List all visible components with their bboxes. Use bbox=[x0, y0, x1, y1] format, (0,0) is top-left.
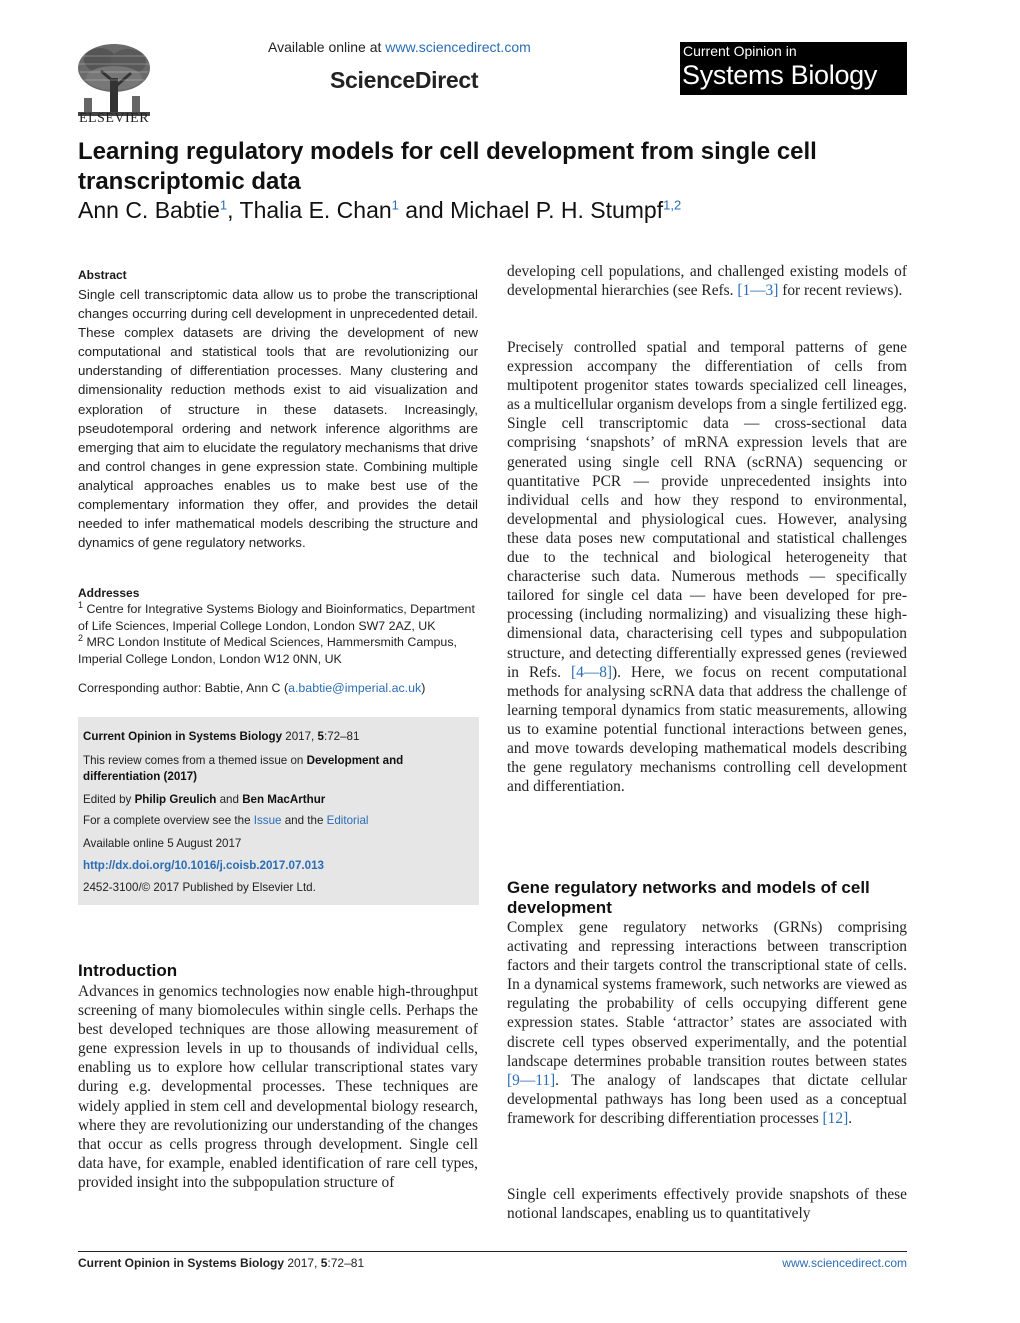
editorial-link[interactable]: Editorial bbox=[326, 814, 369, 827]
author-affiliation-marker[interactable]: 1 bbox=[391, 197, 399, 213]
abstract-heading: Abstract bbox=[78, 268, 127, 282]
address-item: $^1$ Centre for Integrative Systems Biology and Bioinformatics, Department of Life Sciences, Imperial College London, London SW7 2AZ, UK bbox=[78, 599, 475, 633]
author-list: Ann C. Babtie$^1$, Thalia E. Chan$^1$ and Michael P. H. Stumpf$^{1,2}$ bbox=[78, 197, 682, 223]
body-paragraph: Precisely controlled spatial and temporal patterns of gene expression accompany the differentiation of cells from multipotent progenitor states towards specialized cell lineages, as a multicellular organism develops from a single fertilized egg. Single cell transcriptomic data — cross-sectional data comprising ‘snapshots’ of mRNA expression levels that are generated using single cell RNA (scRNA) sequencing or quantitative PCR — provide unprecedented insights into individual cells and how they respond to environmental, developmental and physiological cues. However, analysing these data poses new computational and statistical challenges due to the technical and biological heterogeneity that characterise such data. Numerous methods — specifically tailored for single cel data — have been developed for pre-processing (including normalizing) and visualizing these high-dimensional data, characterising cell types and subpopulation structure, and detecting differentially expressed genes (reviewed in Refs. [4—8]). Here, we focus on recent computational methods for analysing scRNA data that address the challenge of learning temporal dynamics from static measurements, allowing us to examine potential functional interactions between genes, and move towards developing mathematical models describing the gene regulatory mechanisms controlling cell development and differentiation. bbox=[507, 339, 907, 796]
info-doi bbox=[83, 858, 475, 874]
info-editors: Edited by Philip Greulich and Ben MacArthur bbox=[83, 793, 326, 806]
info-citation: Current Opinion in Systems Biology 2017, 5:72–81 bbox=[83, 730, 360, 743]
doi-link[interactable]: http://dx.doi.org/10.1016/j.coisb.2017.07.013 bbox=[83, 859, 324, 872]
author-name: Michael P. H. Stumpf bbox=[450, 197, 664, 223]
address-item: $^2$ MRC London Institute of Medical Sciences, Hammersmith Campus, Imperial College London, London W12 0NN, UK bbox=[78, 632, 457, 666]
article-title: Learning regulatory models for cell development from single cell transcriptomic data bbox=[78, 138, 817, 195]
footer-url bbox=[782, 1256, 907, 1270]
sciencedirect-url-link[interactable]: www.sciencedirect.com bbox=[385, 39, 531, 55]
body-paragraph: Complex gene regulatory networks (GRNs) comprising activating and repressing interactions between transcription factors and their targets control the transcriptional state of cells. In a dynamical systems framework, such networks are viewed as regulating the probability of cells occupying different gene expression states. Stable ‘attractor’ states are associated with discrete cell types observed experimentally, and the potential landscape determines probable transition routes between states [9—11]. The analogy of landscapes that dictate cellular developmental pathways has long been used as a conceptual framework for describing differentiation processes [12]. bbox=[507, 919, 907, 1127]
section-heading-grn: Gene regulatory networks and models of cell development bbox=[507, 878, 870, 917]
info-overview: For a complete overview see the Issue and the Editorial bbox=[83, 814, 369, 827]
corresponding-email-link[interactable]: a.babtie@imperial.ac.uk bbox=[288, 681, 422, 695]
available-label: Available online at bbox=[268, 39, 386, 55]
reference-link[interactable]: [9—11] bbox=[507, 1071, 556, 1089]
introduction-heading: Introduction bbox=[78, 961, 178, 980]
journal-banner bbox=[680, 42, 907, 95]
author-name: Thalia E. Chan bbox=[239, 197, 392, 223]
introduction-body: Advances in genomics technologies now enable high-throughput screening of many biomolecules within single cells. Perhaps the best developed techniques are those allowing measurement of gene expression levels in up to thousands of individual cells, enabling us to explore how cellular transcriptional states vary during e.g. developmental processes. These techniques are widely applied in stem cell and developmental biology research, where they are revolutionizing our understanding of the changes that occur as cells progress through development. Single cell data have, for example, enabled identification of rare cell types, provided insight into the subpopulation structure of bbox=[78, 983, 478, 1191]
reference-link[interactable]: [1—3] bbox=[737, 282, 779, 300]
issue-link[interactable]: Issue bbox=[253, 814, 282, 827]
journal-banner-line1: Current Opinion in bbox=[683, 43, 797, 59]
footer-sciencedirect-link[interactable]: www.sciencedirect.com bbox=[782, 1256, 907, 1270]
available-online-line bbox=[268, 39, 531, 55]
author-affiliation-marker[interactable]: 1 bbox=[219, 197, 228, 213]
author-affiliation-marker[interactable]: 1,2 bbox=[663, 197, 682, 213]
footer-citation: Current Opinion in Systems Biology 2017, 5:72–81 bbox=[78, 1256, 365, 1270]
addresses-heading: Addresses bbox=[78, 586, 140, 600]
info-available-date: Available online 5 August 2017 bbox=[83, 837, 242, 850]
corresponding-author: Corresponding author: Babtie, Ann C (a.babtie@imperial.ac.uk) bbox=[78, 681, 426, 695]
journal-banner-line2: Systems Biology bbox=[682, 60, 878, 90]
author-name: Ann C. Babtie bbox=[78, 197, 220, 223]
info-copyright: 2452-3100/© 2017 Published by Elsevier Ltd. bbox=[83, 881, 316, 894]
reference-link[interactable]: [12] bbox=[822, 1109, 849, 1127]
footer-divider bbox=[78, 1251, 907, 1252]
publisher-name: ELSEVIER bbox=[78, 111, 150, 126]
body-paragraph: developing cell populations, and challenged existing models of developmental hierarchies (see Refs. [1—3] for recent reviews). bbox=[507, 263, 907, 300]
article-info-box bbox=[78, 717, 479, 905]
reference-link[interactable]: [4—8] bbox=[571, 663, 613, 681]
info-theme: This review comes from a themed issue on Development and differentiation (2017) bbox=[83, 754, 404, 783]
sciencedirect-wordmark: ScienceDirect bbox=[330, 67, 479, 93]
body-paragraph: Single cell experiments effectively provide snapshots of these notional landscapes, enabling us to quantitatively bbox=[507, 1186, 907, 1223]
abstract-body: Single cell transcriptomic data allow us to probe the transcriptional changes occurring during cell development in unprecedented detail. These complex datasets are driving the development of new computational and statistical tools that are revolutionizing our understanding of differentiation processes. Many clustering and dimensionality reduction methods exist to aid visualization and exploration of structure in these datasets. Increasingly, pseudotemporal ordering and network inference algorithms are emerging that aim to elucidate the regulatory mechanisms that drive and control changes in gene expression state. Combining multiple analytical approaches enables us to make best use of the complementary information they offer, and provides the detail needed to infer mathematical models describing the structure and dynamics of gene regulatory networks. bbox=[78, 287, 478, 551]
